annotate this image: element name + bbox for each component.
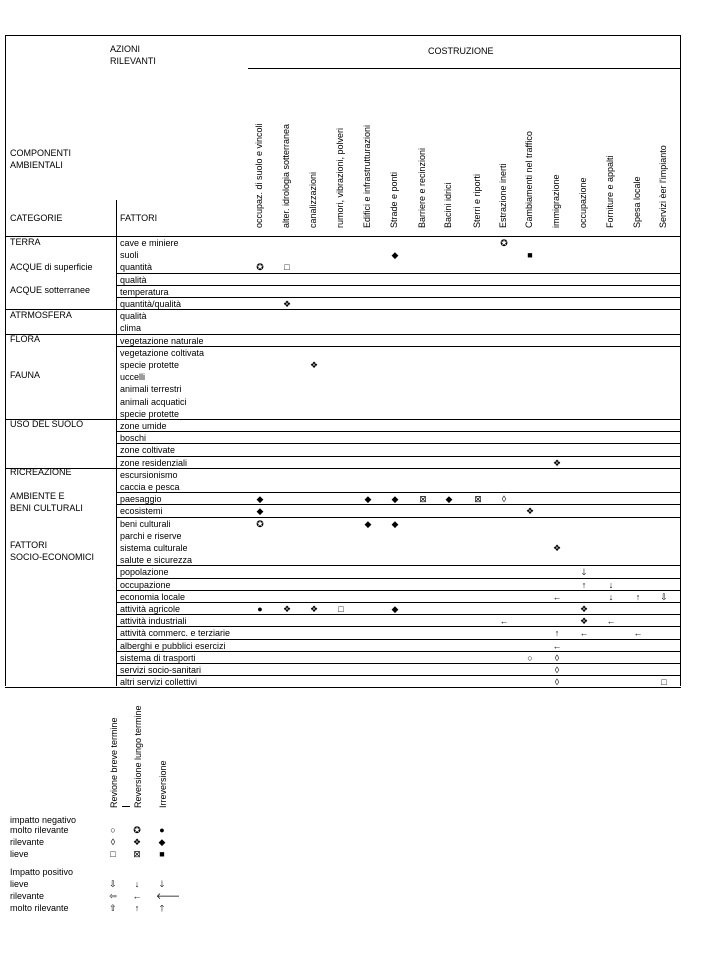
- legend-arrow-left-bold-icon: 🡐: [156, 891, 181, 901]
- row-separator: [5, 334, 681, 335]
- column-header: Strade e ponti: [389, 171, 399, 228]
- legend-square-x-icon: ⊠: [133, 849, 141, 859]
- factor-label: salute e sicurezza: [120, 555, 193, 566]
- impact-symbol-ncross-mr-icon: ✪: [500, 238, 508, 248]
- category-terra: TERRA: [10, 237, 41, 247]
- impact-symbol-arrow-up-icon: ↑: [554, 628, 560, 639]
- category-beni-culturali: BENI CULTURALI: [10, 503, 83, 513]
- impact-symbol-diamond-open-icon: ◊: [501, 494, 507, 505]
- category-ambiente: AMBIENTE E: [10, 491, 65, 501]
- impact-symbol-square-x-icon: ⊠: [474, 494, 482, 505]
- row-separator: [116, 578, 681, 579]
- header-ambientali: AMBIENTALI: [10, 160, 63, 170]
- impact-symbol-square-open-icon: □: [338, 604, 344, 614]
- impact-symbol-diamond-open-icon: ◊: [554, 652, 560, 663]
- legend-arrow-down-icon: ↓: [134, 879, 140, 889]
- column-header: Bacini idrici: [443, 182, 453, 228]
- category-atmosfera: ATRMOSFERA: [10, 310, 72, 320]
- impact-symbol-circle-filled-icon: ●: [257, 604, 263, 614]
- impact-symbol-circle-open-icon: ○: [527, 652, 533, 663]
- factor-label: vegetazione naturale: [120, 335, 204, 346]
- impact-symbol-arrow-left-icon: ←: [606, 616, 616, 627]
- legend-positive-label: molto rilevante: [10, 903, 69, 913]
- factor-label: escursionismo: [120, 469, 178, 480]
- factor-label: altri servizi collettivi: [120, 677, 198, 688]
- category-fauna: FAUNA: [10, 370, 41, 380]
- factor-label: boschi: [120, 433, 147, 444]
- row-separator: [5, 687, 681, 688]
- impact-symbol-diamond-r-icon: ◆: [391, 604, 399, 614]
- legend-arrow-up-open-icon: ⇧: [109, 903, 117, 913]
- row-separator: [116, 273, 681, 274]
- impact-symbol-diamond-r-icon: ◆: [256, 506, 264, 517]
- factor-label: clima: [120, 323, 142, 334]
- impact-symbol-diamond-r-icon: ◆: [391, 494, 399, 505]
- legend-diamond-open-icon: ◊: [110, 837, 116, 847]
- impact-symbol-arrow-left-icon: ←: [579, 628, 589, 639]
- frame-left-line: [5, 35, 6, 686]
- legend-negative-label: rilevante: [10, 837, 45, 847]
- impact-symbol-arrow-up-icon: ↑: [635, 591, 641, 602]
- factor-label: caccia e pesca: [120, 482, 180, 492]
- impact-symbol-square-open-icon: □: [661, 677, 667, 688]
- legend-arrow-left-icon: ←: [132, 891, 142, 901]
- row-separator: [116, 626, 681, 627]
- row-separator: [5, 309, 681, 310]
- impact-symbol-diamond-r-icon: ◆: [256, 494, 264, 505]
- legend-circle-open-icon: ○: [110, 825, 116, 835]
- legend-arrow-down-open-icon: ⇩: [109, 879, 117, 889]
- impact-symbol-arrow-left-icon: ←: [633, 628, 643, 639]
- column-header: Estrazione inerti: [498, 163, 508, 228]
- impact-symbol-dots-r-icon: ❖: [552, 457, 562, 468]
- legend-col-breve: Revione breve termine: [109, 717, 119, 808]
- impact-symbol-ncross-mr-icon: ✪: [256, 262, 264, 273]
- column-header: rumori, vibrazioni, polveri: [335, 127, 345, 228]
- impact-symbol-dots-r-icon: ❖: [525, 506, 535, 517]
- row-separator: [116, 346, 681, 347]
- impact-symbol-arrow-down-icon: ↓: [608, 591, 614, 602]
- row-separator: [116, 651, 681, 652]
- row-separator: [116, 663, 681, 664]
- legend-arrow-left-open-icon: ⇦: [109, 891, 117, 901]
- impact-symbol-arrow-up-icon: ↑: [581, 579, 587, 590]
- factor-label: quantità: [120, 262, 153, 273]
- costruzione-underline: [248, 68, 681, 69]
- impact-symbol-diamond-r-icon: ◆: [364, 494, 372, 505]
- impact-symbol-arrow-down-bold-icon: 🡓: [581, 567, 587, 578]
- column-header: Sterri e riporti: [472, 173, 482, 228]
- legend-circle-filled-icon: ●: [159, 825, 165, 835]
- row-separator: [5, 419, 681, 420]
- impact-symbol-diamond-open-icon: ◊: [554, 677, 560, 688]
- column-header: Servizi èer l'impianto: [658, 145, 668, 228]
- legend-ncross-mr-icon: ✪: [133, 825, 141, 835]
- factor-label: cave e miniere: [120, 238, 179, 248]
- row-separator: [116, 639, 681, 640]
- impact-symbol-dots-r-icon: ❖: [579, 604, 589, 614]
- category-uso-del-suolo: USO DEL SUOLO: [10, 419, 84, 429]
- category-acque-superficie: ACQUE di superficie: [10, 262, 93, 272]
- factor-label: temperatura: [120, 286, 169, 297]
- column-header: Forniture e appalti: [605, 155, 615, 228]
- factor-label: specie protette: [120, 408, 180, 419]
- factor-label: specie protette: [120, 360, 180, 370]
- impact-symbol-arrow-down-icon: ↓: [608, 579, 614, 590]
- header-fattori: FATTORI: [120, 213, 158, 223]
- row-separator: [116, 297, 681, 298]
- legend-negative-label: lieve: [10, 849, 29, 859]
- legend-negative-label: molto rilevante: [10, 825, 69, 835]
- impact-symbol-arrow-left-icon: ←: [499, 616, 509, 627]
- impact-symbol-ncross-mr-icon: ✪: [256, 518, 264, 529]
- category-ricreazione: RICREAZIONE: [10, 467, 72, 477]
- impact-symbol-diamond-r-icon: ◆: [391, 250, 399, 261]
- header-rilevanti: RILEVANTI: [110, 56, 156, 66]
- factor-label: paesaggio: [120, 494, 162, 505]
- row-separator: [116, 565, 681, 566]
- row-separator: [116, 675, 681, 676]
- factor-label: zone residenziali: [120, 457, 188, 468]
- row-separator: [5, 236, 681, 237]
- impact-symbol-arrow-down-open-icon: ⇩: [660, 591, 668, 602]
- header-azioni: AZIONI: [110, 44, 141, 54]
- legend-col-irreversione: Irreversione: [158, 760, 168, 808]
- header-costruzione: COSTRUZIONE: [428, 46, 494, 56]
- impact-symbol-square-open-icon: □: [284, 262, 290, 273]
- impact-symbol-square-x-icon: ⊠: [419, 494, 427, 505]
- column-header: alter. idrologia sotterranea: [281, 123, 291, 228]
- legend-diamond-r-icon: ◆: [158, 837, 166, 847]
- impact-symbol-diamond-open-icon: ◊: [554, 665, 560, 675]
- impact-symbol-diamond-r-icon: ◆: [445, 494, 453, 505]
- row-separator: [116, 456, 681, 457]
- frame-top-line: [5, 35, 681, 36]
- factor-label: economia locale: [120, 591, 186, 602]
- category-fattori: FATTORI: [10, 540, 48, 550]
- impact-symbol-dots-r-icon: ❖: [282, 299, 292, 309]
- impact-symbol-diamond-r-icon: ◆: [364, 518, 372, 529]
- column-header: occupazione: [578, 177, 588, 228]
- column-header: Barriere e recinzioni: [417, 147, 427, 228]
- impact-symbol-dots-r-icon: ❖: [552, 543, 562, 553]
- impact-symbol-dots-r-icon: ❖: [579, 616, 589, 627]
- legend-impatto-negativo: impatto negativo: [10, 815, 77, 825]
- factor-label: zone umide: [120, 421, 167, 431]
- factor-label: ecosistemi: [120, 506, 163, 517]
- column-header: immigrazione: [551, 174, 561, 228]
- impact-symbol-dots-r-icon: ❖: [309, 604, 319, 614]
- legend-impatto-positivo: Impatto positivo: [10, 867, 74, 877]
- legend-square-open-icon: □: [110, 849, 116, 859]
- factor-label: popolazione: [120, 567, 169, 578]
- factor-label: suoli: [120, 250, 139, 261]
- impact-symbol-diamond-r-icon: ◆: [391, 518, 399, 529]
- legend-arrow-down-bold-icon: 🡓: [159, 879, 165, 889]
- column-header: canalizzazioni: [308, 171, 318, 228]
- row-separator: [116, 285, 681, 286]
- legend-square-l-icon: ■: [159, 849, 165, 859]
- header-componenti: COMPONENTI: [10, 148, 72, 158]
- factor-label: animali acquatici: [120, 396, 187, 407]
- impact-symbol-square-l-icon: ■: [527, 250, 533, 261]
- legend-dots-r-icon: ❖: [132, 837, 142, 847]
- frame-right-line: [680, 35, 681, 686]
- legend-arrow-up-bold-icon: 🡑: [159, 903, 165, 913]
- column-header: occupaz. di suolo e vincoli: [254, 123, 264, 228]
- factor-label: zone coltivate: [120, 445, 176, 456]
- factor-label: attività industriali: [120, 616, 187, 627]
- factor-label: uccelli: [120, 372, 146, 383]
- factor-label: parchi e riserve: [120, 530, 182, 541]
- legend-arrow-up-icon: ↑: [134, 903, 140, 913]
- factor-label: qualità: [120, 274, 147, 285]
- factor-label: occupazione: [120, 579, 171, 590]
- row-separator: [116, 431, 681, 432]
- category-acque-sotterranee: ACQUE sotterranee: [10, 285, 91, 295]
- factor-label: qualità: [120, 311, 147, 322]
- category-socio-economici: SOCIO-ECONOMICI: [10, 552, 95, 562]
- column-header: Spesa locale: [632, 176, 642, 228]
- factor-label: beni culturali: [120, 518, 171, 529]
- factor-label: attività agricole: [120, 604, 181, 614]
- impact-symbol-dots-r-icon: ❖: [282, 604, 292, 614]
- category-flora: FLORA: [10, 334, 41, 344]
- factor-label: quantità/qualità: [120, 299, 182, 309]
- legend-positive-label: lieve: [10, 879, 29, 889]
- factor-label: sistema culturale: [120, 543, 188, 553]
- factor-label: animali terrestri: [120, 384, 182, 395]
- header-categorie: CATEGORIE: [10, 213, 63, 223]
- factor-label: servizi socio-sanitari: [120, 665, 202, 675]
- legend-positive-label: rilevante: [10, 891, 45, 901]
- factor-label: alberghi e pubblici esercizi: [120, 640, 226, 651]
- row-separator: [116, 590, 681, 591]
- column-header: Edifici e infrastrutturazioni: [362, 124, 372, 228]
- column-header: Cambiamenti nel traffico: [524, 131, 534, 228]
- row-separator: [5, 468, 681, 469]
- impact-symbol-dots-r-icon: ❖: [309, 360, 319, 370]
- row-separator: [116, 443, 681, 444]
- factor-label: vegetazione coltivata: [120, 347, 205, 358]
- impact-symbol-arrow-left-icon: ←: [552, 640, 562, 651]
- impact-symbol-arrow-left-icon: ←: [552, 591, 562, 602]
- factor-label: attività commerc. e terziarie: [120, 628, 231, 639]
- factor-label: sistema di trasporti: [120, 652, 196, 663]
- legend-underline: [122, 806, 130, 807]
- legend-col-lungo: Reversione lungo termine: [133, 705, 143, 808]
